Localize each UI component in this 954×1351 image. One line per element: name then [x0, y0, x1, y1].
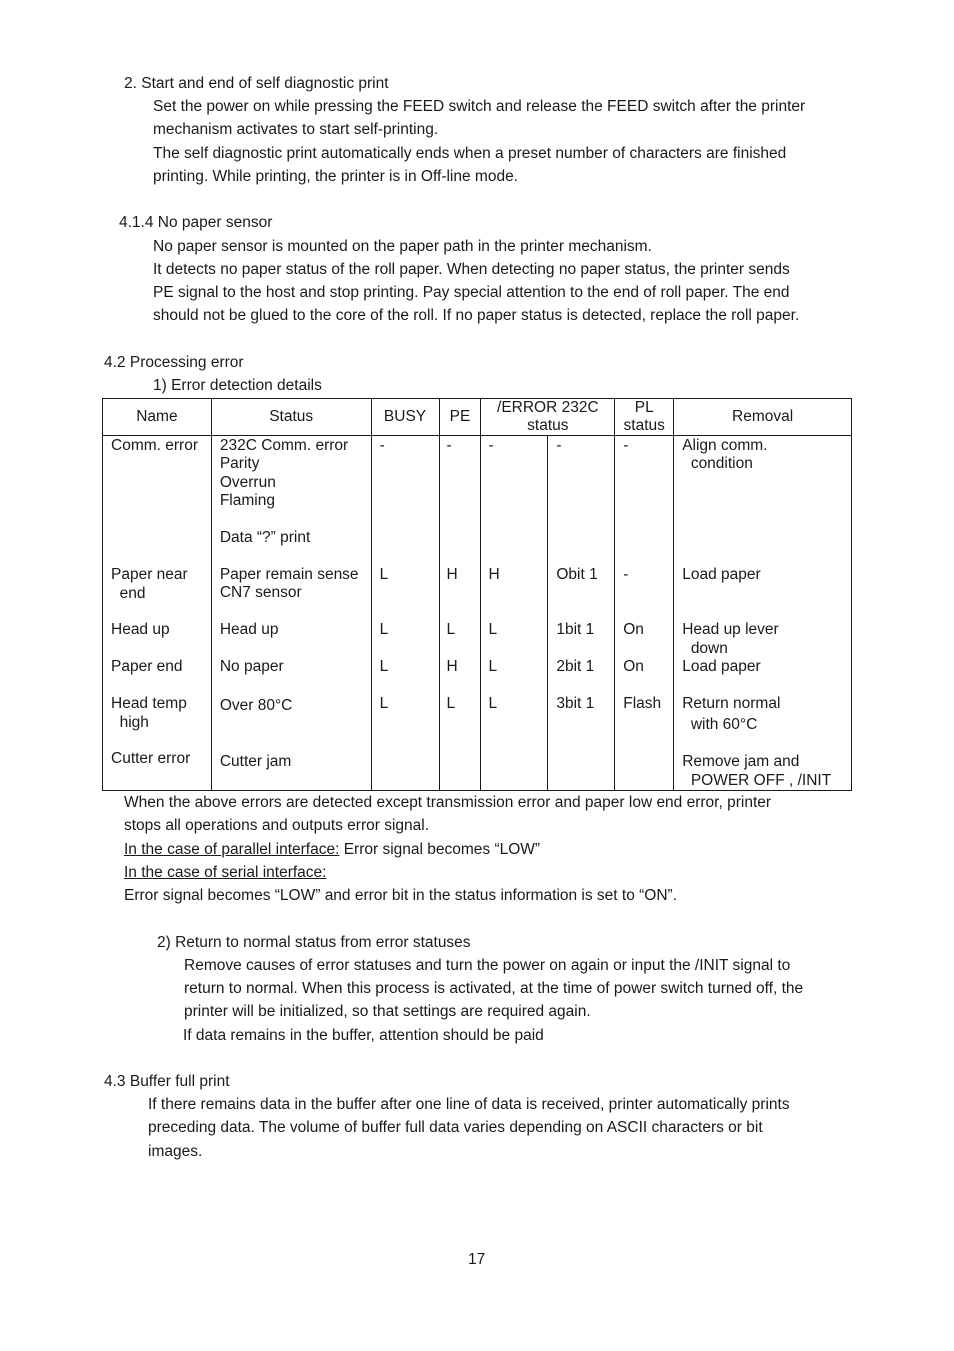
pe-text: H	[446, 658, 458, 675]
return-normal-subheading: 2) Return to normal status from error statuses	[157, 934, 471, 951]
status-text: Paper remain sense	[219, 566, 359, 583]
header-removal: Removal	[674, 399, 852, 436]
page-number: 17	[468, 1251, 486, 1268]
error-text: L	[488, 695, 498, 712]
name-text: Head temp	[111, 695, 187, 712]
error-details-subheading: 1) Error detection details	[153, 377, 322, 394]
header-error-line1: /ERROR 232C	[497, 399, 599, 416]
section-2-line: mechanism activates to start self-printing.	[153, 121, 439, 138]
header-error-232c	[481, 399, 615, 436]
name-text: Paper end	[111, 658, 183, 675]
removal-text: Align comm.	[682, 437, 768, 454]
section-2-line: Set the power on while pressing the FEED switch and release the FEED switch after the printer	[153, 98, 806, 115]
parallel-interface-label: In the case of parallel interface:	[124, 841, 340, 858]
pe-text: L	[446, 621, 456, 638]
header-busy: BUSY	[371, 399, 439, 436]
col-status-cell	[211, 436, 371, 791]
col-pl-cell	[615, 436, 674, 791]
error-text: L	[488, 658, 498, 675]
busy-text: L	[379, 566, 389, 583]
name-text: Comm. error	[111, 437, 198, 454]
error-table	[102, 398, 852, 791]
serial-interface-label	[124, 863, 326, 883]
status-text: Cutter jam	[219, 753, 292, 770]
return-normal-line: If data remains in the buffer, attention should be paid	[183, 1027, 544, 1044]
removal-text: Head up lever	[682, 621, 779, 638]
pl-text: On	[623, 658, 644, 675]
return-normal-line: printer will be initialized, so that settings are required again.	[184, 1003, 591, 1020]
status-text: 232C Comm. error	[219, 437, 349, 454]
pl-text: Flash	[623, 695, 662, 712]
busy-text: -	[379, 437, 385, 454]
col-busy-cell	[371, 436, 439, 791]
removal-text: down	[682, 640, 728, 657]
removal-text: Load paper	[682, 566, 761, 583]
removal-text: Remove jam and	[682, 753, 800, 770]
busy-text: L	[379, 621, 389, 638]
232c-status-text: Obit 1	[556, 566, 598, 583]
pe-text: -	[446, 437, 452, 454]
232c-status-text: 2bit 1	[556, 658, 595, 675]
status-text: No paper	[219, 658, 284, 675]
section-43-line: images.	[148, 1143, 203, 1160]
232c-status-text: 1bit 1	[556, 621, 595, 638]
after-table-line: When the above errors are detected except transmission error and paper low end error, printer	[124, 794, 772, 811]
pl-text: -	[623, 437, 629, 454]
busy-text: L	[379, 695, 389, 712]
header-error-line2: status	[527, 417, 569, 434]
status-text: Overrun	[219, 474, 276, 491]
section-414-line: It detects no paper status of the roll paper. When detecting no paper status, the printer sends	[153, 261, 790, 278]
header-name: Name	[103, 399, 212, 436]
section-2-line: printing. While printing, the printer is in Off-line mode.	[153, 168, 518, 185]
table-body-row	[103, 436, 852, 791]
parallel-interface-text: Error signal becomes “LOW”	[339, 841, 541, 858]
name-text: high	[111, 714, 149, 731]
status-text: Head up	[219, 621, 279, 638]
header-status: Status	[211, 399, 371, 436]
pl-text: On	[623, 621, 644, 638]
section-414-line: No paper sensor is mounted on the paper path in the printer mechanism.	[153, 238, 652, 255]
name-text: Paper near	[111, 566, 188, 583]
error-text: L	[488, 621, 498, 638]
pe-text: L	[446, 695, 456, 712]
error-text: -	[488, 437, 494, 454]
232c-status-text: 3bit 1	[556, 695, 595, 712]
col-name-cell	[103, 436, 212, 791]
232c-status-text: -	[556, 437, 562, 454]
pl-text: -	[623, 566, 629, 583]
section-2-heading: 2. Start and end of self diagnostic print	[124, 75, 389, 92]
section-414-line: should not be glued to the core of the roll. If no paper status is detected, replace the roll paper.	[153, 307, 800, 324]
serial-interface-label-text: In the case of serial interface:	[124, 864, 327, 881]
removal-text: condition	[682, 455, 753, 472]
status-text: Data “?” print	[219, 529, 311, 546]
section-2-line: The self diagnostic print automatically ends when a preset number of characters are finished	[153, 145, 787, 162]
error-text: H	[488, 566, 500, 583]
section-43-line: preceding data. The volume of buffer full data varies depending on ASCII characters or bit	[148, 1119, 763, 1136]
serial-interface-text: Error signal becomes “LOW” and error bit in the status information is set to “ON”.	[124, 887, 678, 904]
removal-text: with 60°C	[682, 716, 758, 733]
header-pl-line1: PL	[634, 399, 654, 416]
removal-text: Load paper	[682, 658, 761, 675]
name-text: Cutter error	[111, 750, 191, 767]
status-text: Over 80°C	[219, 697, 293, 714]
status-text: Flaming	[219, 492, 275, 509]
header-pl-status	[615, 399, 674, 436]
return-normal-line: Remove causes of error statuses and turn the power on again or input the /INIT signal to	[184, 957, 791, 974]
pe-text: H	[446, 566, 458, 583]
header-pl-line2: status	[623, 417, 665, 434]
section-43-line: If there remains data in the buffer after one line of data is received, printer automatically prints	[148, 1096, 790, 1113]
removal-text: Return normal	[682, 695, 781, 712]
table-header-row	[103, 399, 852, 436]
return-normal-line: return to normal. When this process is activated, at the time of power switch turned off, the	[184, 980, 804, 997]
section-42-heading: 4.2 Processing error	[104, 354, 244, 371]
removal-text: POWER OFF , /INIT	[682, 772, 832, 789]
section-414-heading: 4.1.4 No paper sensor	[119, 214, 273, 231]
header-pe: PE	[439, 399, 481, 436]
busy-text: L	[379, 658, 389, 675]
section-43-heading: 4.3 Buffer full print	[104, 1073, 230, 1090]
parallel-interface-line	[124, 840, 540, 860]
col-232c-status-cell	[548, 436, 615, 791]
status-text: CN7 sensor	[219, 584, 302, 601]
status-text: Parity	[219, 455, 260, 472]
col-pe-cell	[439, 436, 481, 791]
col-removal-cell	[674, 436, 852, 791]
after-table-line: stops all operations and outputs error signal.	[124, 817, 430, 834]
section-414-line: PE signal to the host and stop printing. Pay special attention to the end of roll paper. The end	[153, 284, 790, 301]
name-text: Head up	[111, 621, 170, 638]
col-error-cell	[481, 436, 548, 791]
name-text: end	[111, 585, 146, 602]
